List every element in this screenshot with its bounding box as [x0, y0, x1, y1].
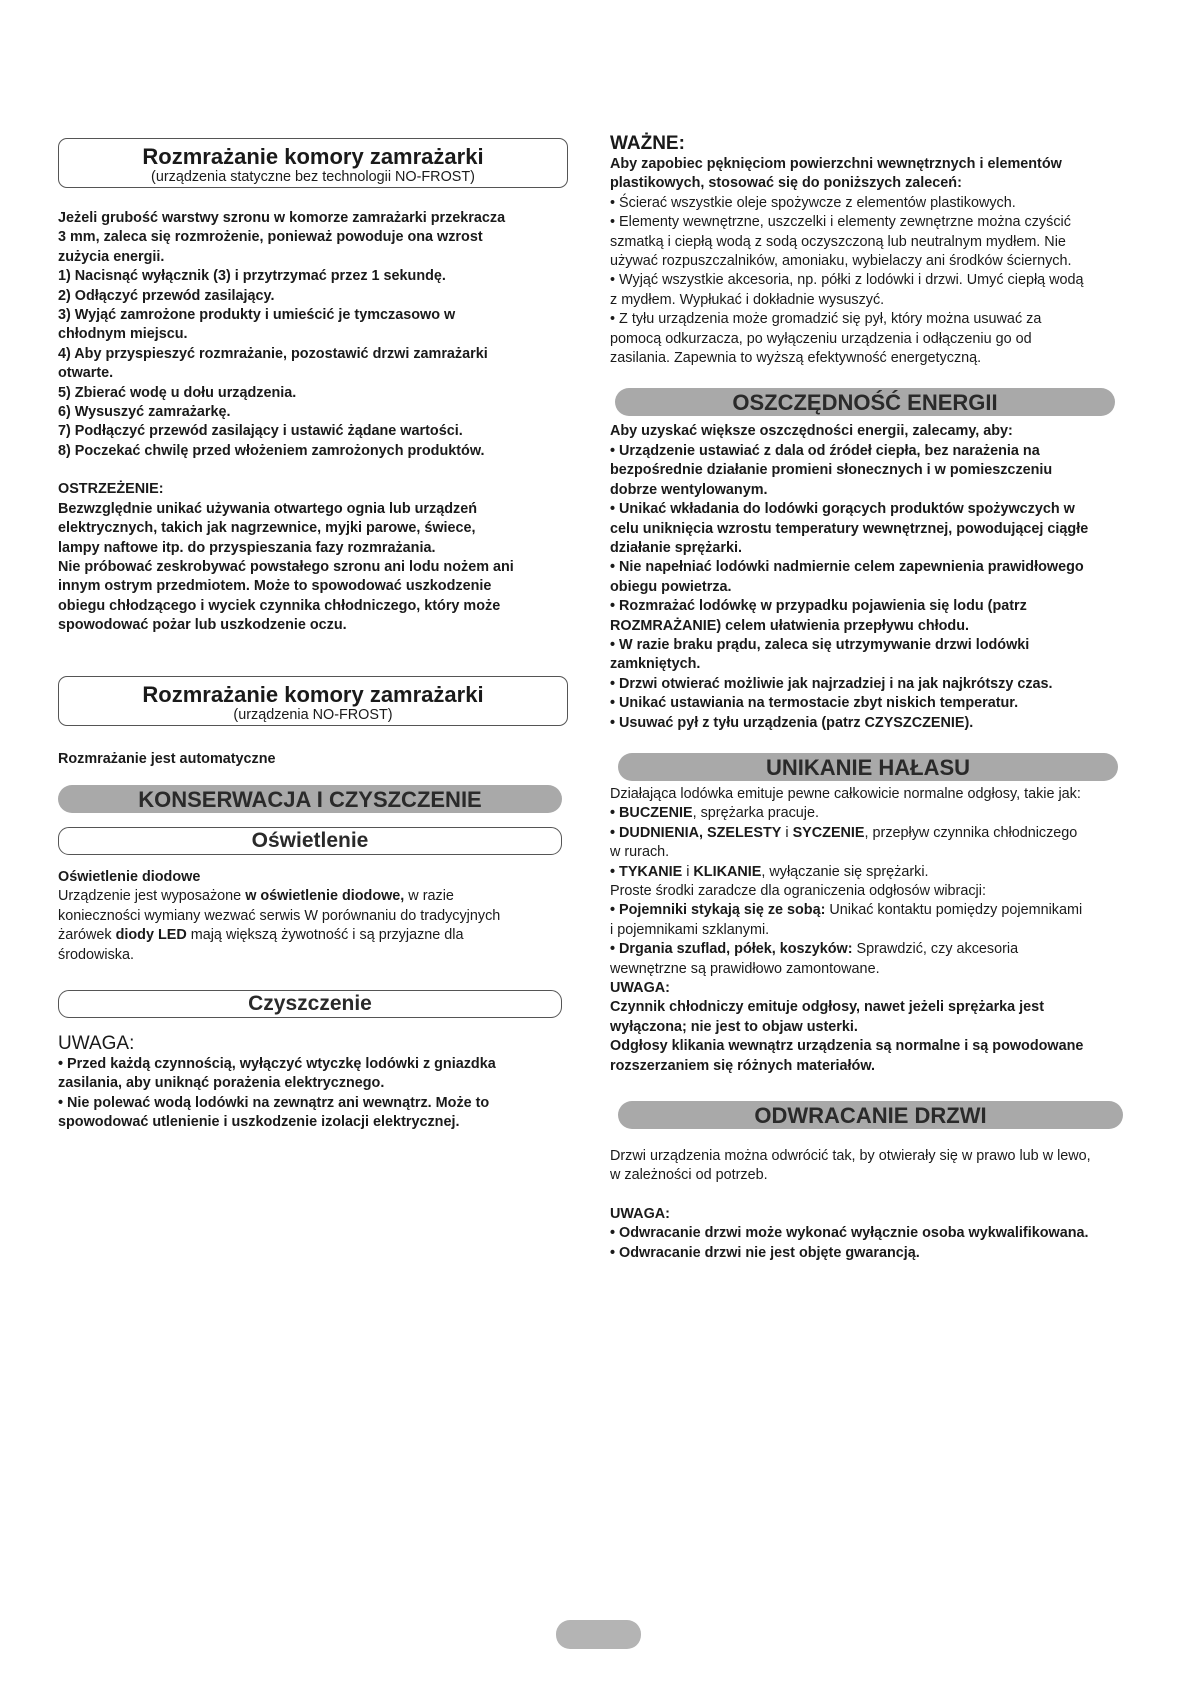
- warning-line: lampy naftowe itp. do przyspieszania fazy rozmrażania.: [58, 539, 436, 556]
- step-line: 6) Wysuszyć zamrażarkę.: [58, 404, 231, 421]
- led-line: konieczności wymiany wezwać serwis W porównaniu do tradycyjnych: [58, 907, 501, 924]
- energy-line: obiegu powietrza.: [610, 578, 732, 595]
- step-line: chłodnym miejscu.: [58, 326, 188, 343]
- caution-line: • Przed każdą czynnością, wyłączyć wtyczkę lodówki z gniazdka: [58, 1055, 496, 1072]
- step-line: 4) Aby przyspieszyć rozmrażanie, pozostawić drzwi zamrażarki: [58, 345, 488, 362]
- led-section: [58, 868, 568, 965]
- right-column: [610, 133, 1155, 1263]
- noise-line: [610, 940, 1155, 959]
- door-caution-line: • Odwracanie drzwi może wykonać wyłącznie osoba wykwalifikowana.: [610, 1225, 1089, 1242]
- energy-line: ROZMRAŻANIE) celem ułatwienia przepływu chłodu.: [610, 617, 970, 634]
- nofrost-defrost-title: Rozmrażanie komory zamrażarki: [142, 681, 484, 707]
- noise-bold: KLIKANIE: [693, 863, 762, 880]
- noise-line: wewnętrzne są prawidłowo zamontowane.: [610, 960, 880, 977]
- left-column: [58, 138, 568, 1133]
- energy-line: Aby uzyskać większe oszczędności energii, zalecamy, aby:: [610, 423, 1013, 440]
- door-line: w zależności od potrzeb.: [610, 1167, 768, 1184]
- warning-line: spowodować pożar lub uszkodzenie oczu.: [58, 617, 347, 634]
- auto-defrost-text: Rozmrażanie jest automatyczne: [58, 750, 276, 767]
- caution-line: • Nie polewać wodą lodówki na zewnątrz ani wewnątrz. Może to: [58, 1094, 490, 1111]
- important-line: używać rozpuszczalników, amoniaku, wybielaczy ani środków ściernych.: [610, 253, 1072, 270]
- led-text: mają większą żywotność i są przyjazne dla: [186, 927, 464, 944]
- important-bold-line: plastikowych, stosować się do poniższych zaleceń:: [610, 175, 962, 192]
- warning-line: Bezwzględnie unikać używania otwartego ognia lub urządzeń: [58, 500, 477, 517]
- energy-header: OSZCZĘDNOŚĆ ENERGII: [615, 388, 1115, 416]
- static-defrost-subtitle: (urządzenia statyczne bez technologii NO-FROST): [151, 169, 475, 185]
- caution-line: zasilania, aby uniknąć porażenia elektrycznego.: [58, 1075, 385, 1092]
- important-line: • Wyjąć wszystkie akcesoria, np. półki z lodówki i drzwi. Umyć ciepłą wodą: [610, 272, 1084, 289]
- noise-note-line: rozszerzaniem się różnych materiałów.: [610, 1057, 875, 1074]
- noise-line: [610, 863, 1155, 882]
- text-line: Jeżeli grubość warstwy szronu w komorze zamrażarki przekracza: [58, 210, 506, 226]
- noise-text: i: [682, 863, 694, 880]
- important-line: • Elementy wewnętrzne, uszczelki i elementy zewnętrzne można czyścić: [610, 214, 1071, 231]
- static-defrost-title: Rozmrażanie komory zamrażarki: [142, 144, 484, 169]
- important-line: • Z tyłu urządzenia może gromadzić się pył, który można usuwać za: [610, 311, 1042, 328]
- important-line: pomocą odkurzacza, po wyłączeniu urządzenia i odłączeniu go od: [610, 330, 1032, 347]
- energy-line: • W razie braku prądu, zaleca się utrzymywanie drzwi lodówki: [610, 636, 1030, 653]
- cleaning-header: Czyszczenie: [58, 990, 562, 1018]
- important-line: z mydłem. Wypłukać i dokładnie wysuszyć.: [610, 291, 885, 308]
- energy-line: • Urządzenie ustawiać z dala od źródeł ciepła, bez narażenia na: [610, 442, 1040, 459]
- noise-line: [610, 901, 1155, 920]
- important-line: szmatką i ciepłą wodą z sodą oczyszczoną lub neutralnym mydłem. Nie: [610, 233, 1066, 250]
- noise-line: w rurach.: [610, 844, 670, 861]
- door-reversal-header: ODWRACANIE DRZWI: [618, 1101, 1123, 1129]
- energy-line: działanie sprężarki.: [610, 539, 742, 556]
- energy-section: [610, 422, 1155, 733]
- static-defrost-title-box: [58, 138, 568, 188]
- noise-text: Sprawdzić, czy akcesoria: [852, 941, 1019, 958]
- energy-line: dobrze wentylowanym.: [610, 481, 768, 498]
- important-title: WAŻNE:: [610, 133, 685, 154]
- noise-line: [610, 804, 1155, 823]
- noise-bold: • BUCZENIE: [610, 805, 693, 822]
- important-line: • Ścierać wszystkie oleje spożywcze z elementów plastikowych.: [610, 194, 1016, 211]
- noise-section: [610, 785, 1155, 1076]
- led-line: [58, 926, 568, 945]
- energy-line: • Drzwi otwierać możliwie jak najrzadziej i na jak najkrótszy czas.: [610, 675, 1053, 692]
- noise-text: , przepływ czynnika chłodniczego: [864, 824, 1078, 841]
- text-line: zużycia energii.: [58, 248, 165, 265]
- caution-line: spowodować utlenienie i uszkodzenie izolacji elektrycznej.: [58, 1114, 460, 1131]
- warning-title: OSTRZEŻENIE:: [58, 481, 164, 498]
- noise-text: i: [781, 824, 793, 841]
- noise-bold: • Pojemniki stykają się ze sobą:: [610, 902, 826, 919]
- led-line: środowiska.: [58, 946, 134, 963]
- noise-bold: • TYKANIE: [610, 863, 683, 880]
- nofrost-defrost-title-box: [58, 676, 568, 726]
- noise-intro: Działająca lodówka emituje pewne całkowicie normalne odgłosy, takie jak:: [610, 785, 1081, 802]
- warning-line: elektrycznych, takich jak nagrzewnice, myjki parowe, świece,: [58, 520, 476, 537]
- noise-bold: • DUDNIENIA, SZELESTY: [610, 824, 782, 841]
- step-line: otwarte.: [58, 365, 114, 382]
- page-number-tab: [556, 1620, 641, 1649]
- door-line: Drzwi urządzenia można odwrócić tak, by otwierały się w prawo lub w lewo,: [610, 1148, 1091, 1165]
- important-line: zasilania. Zapewnia to wyższą efektywność energetyczną.: [610, 350, 982, 367]
- warning-line: obiegu chłodzącego i wyciek czynnika chłodniczego, który może: [58, 597, 501, 614]
- text-line: 3 mm, zaleca się rozmrożenie, ponieważ powoduje ona wzrost: [58, 229, 483, 246]
- step-line: 8) Poczekać chwilę przed włożeniem zamrożonych produktów.: [58, 442, 485, 459]
- maintenance-header: KONSERWACJA I CZYSZCZENIE: [58, 785, 562, 813]
- noise-text: Unikać kontaktu pomiędzy pojemnikami: [825, 902, 1083, 919]
- step-line: 5) Zbierać wodę u dołu urządzenia.: [58, 384, 297, 401]
- noise-note-line: Czynnik chłodniczy emituje odgłosy, nawet jeżeli sprężarka jest: [610, 999, 1044, 1016]
- noise-note-title: UWAGA:: [610, 980, 670, 997]
- step-line: 2) Odłączyć przewód zasilający.: [58, 287, 275, 304]
- noise-note-line: wyłączona; nie jest to objaw usterki.: [610, 1018, 858, 1035]
- caution-section: [58, 1033, 568, 1133]
- energy-line: zamkniętych.: [610, 656, 701, 673]
- led-heading: Oświetlenie diodowe: [58, 868, 201, 885]
- noise-text: , sprężarka pracuje.: [692, 805, 819, 822]
- noise-bold: • Drgania szuflad, półek, koszyków:: [610, 941, 853, 958]
- lighting-header: Oświetlenie: [58, 827, 562, 855]
- energy-line: • Nie napełniać lodówki nadmiernie celem zapewnienia prawidłowego: [610, 559, 1084, 576]
- led-text: żarówek: [58, 927, 116, 944]
- noise-line: [610, 824, 1155, 843]
- warning-section: [58, 480, 568, 635]
- energy-line: • Usuwać pył z tyłu urządzenia (patrz CZYSZCZENIE).: [610, 714, 974, 731]
- step-line: 7) Podłączyć przewód zasilający i ustawić żądane wartości.: [58, 423, 463, 440]
- led-bold: w oświetlenie diodowe,: [245, 888, 405, 905]
- led-bold: diody LED: [115, 927, 187, 944]
- door-caution-title: UWAGA:: [610, 1205, 670, 1222]
- door-caution-line: • Odwracanie drzwi nie jest objęte gwarancją.: [610, 1244, 920, 1261]
- noise-line: Proste środki zaradcze dla ograniczenia odgłosów wibracji:: [610, 883, 986, 899]
- led-text: w razie: [404, 888, 454, 905]
- noise-bold: SYCZENIE: [792, 824, 865, 841]
- energy-line: • Unikać wkładania do lodówki gorących produktów spożywczych w: [610, 501, 1075, 518]
- led-text: Urządzenie jest wyposażone: [58, 888, 246, 905]
- caution-title: UWAGA:: [58, 1032, 135, 1054]
- door-section: [610, 1147, 1155, 1263]
- noise-line: i pojemnikami szklanymi.: [610, 921, 770, 938]
- energy-line: celu uniknięcia wzrostu temperatury wewnętrznej, powodującej ciągłe: [610, 520, 1089, 537]
- warning-line: innym ostrym przedmiotem. Może to spowodować uszkodzenie: [58, 578, 492, 595]
- step-line: 1) Nacisnąć wyłącznik (3) i przytrzymać przez 1 sekundę.: [58, 268, 446, 285]
- important-bold-line: Aby zapobiec pęknięciom powierzchni wewnętrznych i elementów: [610, 156, 1062, 172]
- noise-note-line: Odgłosy klikania wewnątrz urządzenia są normalne i są powodowane: [610, 1038, 1084, 1055]
- energy-line: • Rozmrażać lodówkę w przypadku pojawienia się lodu (patrz: [610, 598, 1027, 615]
- warning-line: Nie próbować zeskrobywać powstałego szronu ani lodu nożem ani: [58, 558, 514, 575]
- noise-header: UNIKANIE HAŁASU: [618, 753, 1118, 781]
- led-line: [58, 887, 568, 906]
- energy-line: • Unikać ustawiania na termostacie zbyt niskich temperatur.: [610, 695, 1019, 712]
- energy-line: bezpośrednie działanie promieni słonecznych i w pomieszczeniu: [610, 462, 1053, 479]
- step-line: 3) Wyjąć zamrożone produkty i umieścić je tymczasowo w: [58, 307, 456, 324]
- defrost-intro: [58, 209, 568, 267]
- defrost-steps: [58, 267, 568, 461]
- nofrost-defrost-subtitle: (urządzenia NO-FROST): [233, 706, 393, 723]
- noise-text: , wyłączanie się sprężarki.: [761, 863, 929, 880]
